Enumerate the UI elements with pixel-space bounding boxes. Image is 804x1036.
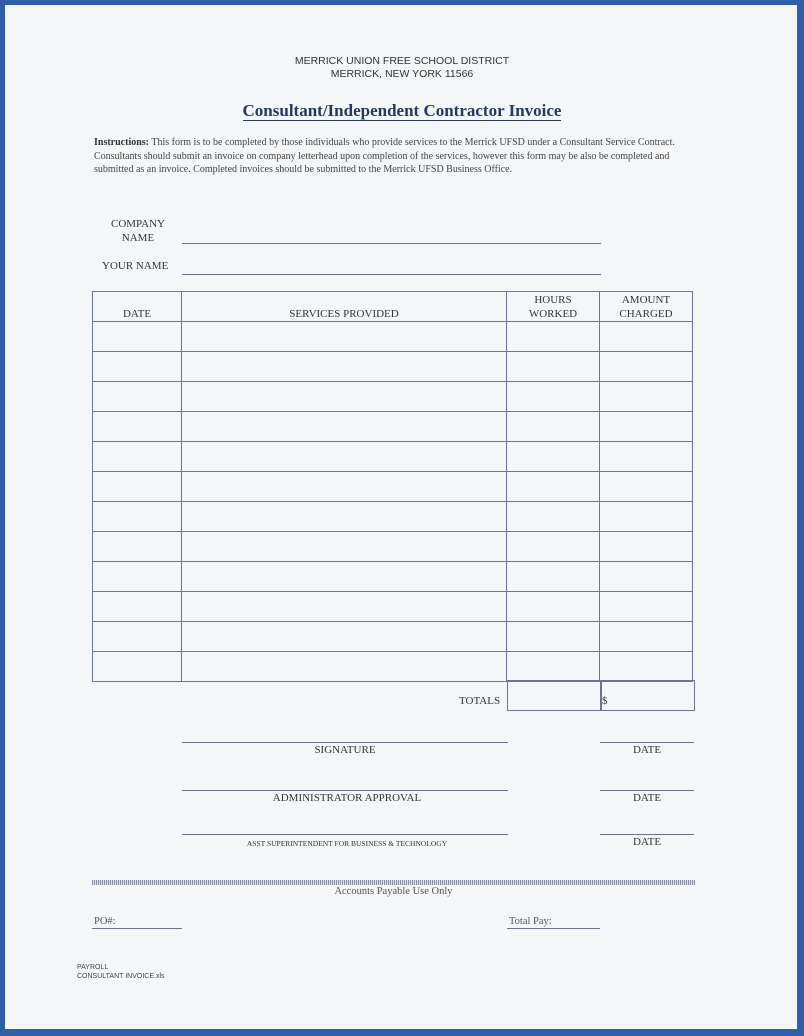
district-name: MERRICK UNION FREE SCHOOL DISTRICT: [294, 55, 510, 67]
table-row: [93, 352, 693, 382]
admin-date-label: DATE: [632, 792, 662, 804]
table-row: [93, 622, 693, 652]
services-cell[interactable]: [182, 652, 507, 682]
amount-cell[interactable]: [600, 472, 693, 502]
instructions-text: This form is to be completed by those individuals who provide services to the Merrick UFSD under a Consultant Service Contract. Consultants should submit an invoice on company letterhead upon completion of the services, however this form may be also be completed and submitted as an invoice. Completed invoices should be submitted to the Merrick UFSD Business Office.: [94, 137, 675, 176]
hours-cell[interactable]: [507, 442, 600, 472]
company-name-field[interactable]: [182, 243, 601, 244]
table-row: [93, 652, 693, 682]
services-cell[interactable]: [182, 442, 507, 472]
date-cell[interactable]: [93, 472, 182, 502]
table-row: [93, 532, 693, 562]
amount-cell[interactable]: [600, 412, 693, 442]
date-cell[interactable]: [93, 412, 182, 442]
table-row: [93, 442, 693, 472]
date-cell[interactable]: [93, 382, 182, 412]
table-row: [93, 382, 693, 412]
company-name-label: COMPANY NAME: [110, 218, 165, 244]
instructions: [94, 136, 694, 177]
asst-super-date-line[interactable]: [600, 834, 694, 835]
hours-cell[interactable]: [507, 322, 600, 352]
signature-label: SIGNATURE: [314, 744, 376, 756]
hours-cell[interactable]: [507, 622, 600, 652]
district-address: MERRICK, NEW YORK 11566: [330, 68, 474, 80]
instructions-label: Instructions:: [94, 137, 150, 148]
amount-cell[interactable]: [600, 562, 693, 592]
services-cell[interactable]: [182, 532, 507, 562]
amount-cell[interactable]: [600, 592, 693, 622]
amount-cell[interactable]: [600, 532, 693, 562]
total-pay-field[interactable]: [507, 928, 600, 929]
po-label: PO#:: [94, 916, 116, 927]
services-cell[interactable]: [182, 472, 507, 502]
amount-cell[interactable]: [600, 652, 693, 682]
hours-cell[interactable]: [507, 532, 600, 562]
signature-date-label: DATE: [632, 744, 662, 756]
date-cell[interactable]: [93, 532, 182, 562]
hours-cell[interactable]: [507, 562, 600, 592]
admin-approval-line[interactable]: [182, 790, 508, 791]
date-cell[interactable]: [93, 442, 182, 472]
hours-cell[interactable]: [507, 592, 600, 622]
amount-cell[interactable]: [600, 502, 693, 532]
services-cell[interactable]: [182, 502, 507, 532]
table-row: [93, 502, 693, 532]
amount-cell[interactable]: [600, 322, 693, 352]
footer-file-info: PAYROLL CONSULTANT INVOICE.xls: [77, 964, 165, 980]
col-date-header: DATE: [93, 292, 182, 322]
col-services-header: SERVICES PROVIDED: [182, 292, 507, 322]
amount-cell[interactable]: [600, 352, 693, 382]
services-cell[interactable]: [182, 382, 507, 412]
asst-super-date-label: DATE: [632, 836, 662, 848]
table-row: [93, 322, 693, 352]
hours-cell[interactable]: [507, 382, 600, 412]
table-row: [93, 592, 693, 622]
col-amount-header: AMOUNT CHARGED: [600, 292, 693, 322]
hours-cell[interactable]: [507, 472, 600, 502]
services-cell[interactable]: [182, 622, 507, 652]
services-cell[interactable]: [182, 322, 507, 352]
total-hours-field[interactable]: [507, 680, 602, 711]
hours-cell[interactable]: [507, 352, 600, 382]
total-pay-label: Total Pay:: [509, 916, 552, 927]
your-name-field[interactable]: [182, 274, 601, 275]
hours-cell[interactable]: [507, 412, 600, 442]
services-cell[interactable]: [182, 352, 507, 382]
amount-cell[interactable]: [600, 622, 693, 652]
table-row: [93, 412, 693, 442]
admin-date-line[interactable]: [600, 790, 694, 791]
hours-cell[interactable]: [507, 502, 600, 532]
date-cell[interactable]: [93, 622, 182, 652]
date-cell[interactable]: [93, 592, 182, 622]
signature-date-line[interactable]: [600, 742, 694, 743]
services-cell[interactable]: [182, 592, 507, 622]
totals-label: TOTALS: [459, 695, 501, 707]
col-hours-header: HOURS WORKED: [507, 292, 600, 322]
table-row: [93, 562, 693, 592]
date-cell[interactable]: [93, 352, 182, 382]
asst-super-label: ASST SUPERINTENDENT FOR BUSINESS & TECHNOLOGY: [246, 839, 448, 848]
asst-super-line[interactable]: [182, 834, 508, 835]
date-cell[interactable]: [93, 322, 182, 352]
date-cell[interactable]: [93, 502, 182, 532]
services-cell[interactable]: [182, 562, 507, 592]
amount-cell[interactable]: [600, 382, 693, 412]
date-cell[interactable]: [93, 562, 182, 592]
your-name-label: YOUR NAME: [102, 260, 169, 272]
accounts-payable-heading: Accounts Payable Use Only: [334, 886, 453, 897]
signature-line[interactable]: [182, 742, 508, 743]
admin-approval-label: ADMINISTRATOR APPROVAL: [272, 792, 422, 804]
services-table: [92, 291, 693, 682]
services-cell[interactable]: [182, 412, 507, 442]
po-field[interactable]: [92, 928, 182, 929]
section-divider: [92, 880, 695, 885]
currency-symbol: $: [602, 695, 608, 707]
amount-cell[interactable]: [600, 442, 693, 472]
table-row: [93, 472, 693, 502]
date-cell[interactable]: [93, 652, 182, 682]
total-amount-field[interactable]: [600, 680, 695, 711]
hours-cell[interactable]: [507, 652, 600, 682]
page-title: Consultant/Independent Contractor Invoice: [242, 101, 562, 120]
